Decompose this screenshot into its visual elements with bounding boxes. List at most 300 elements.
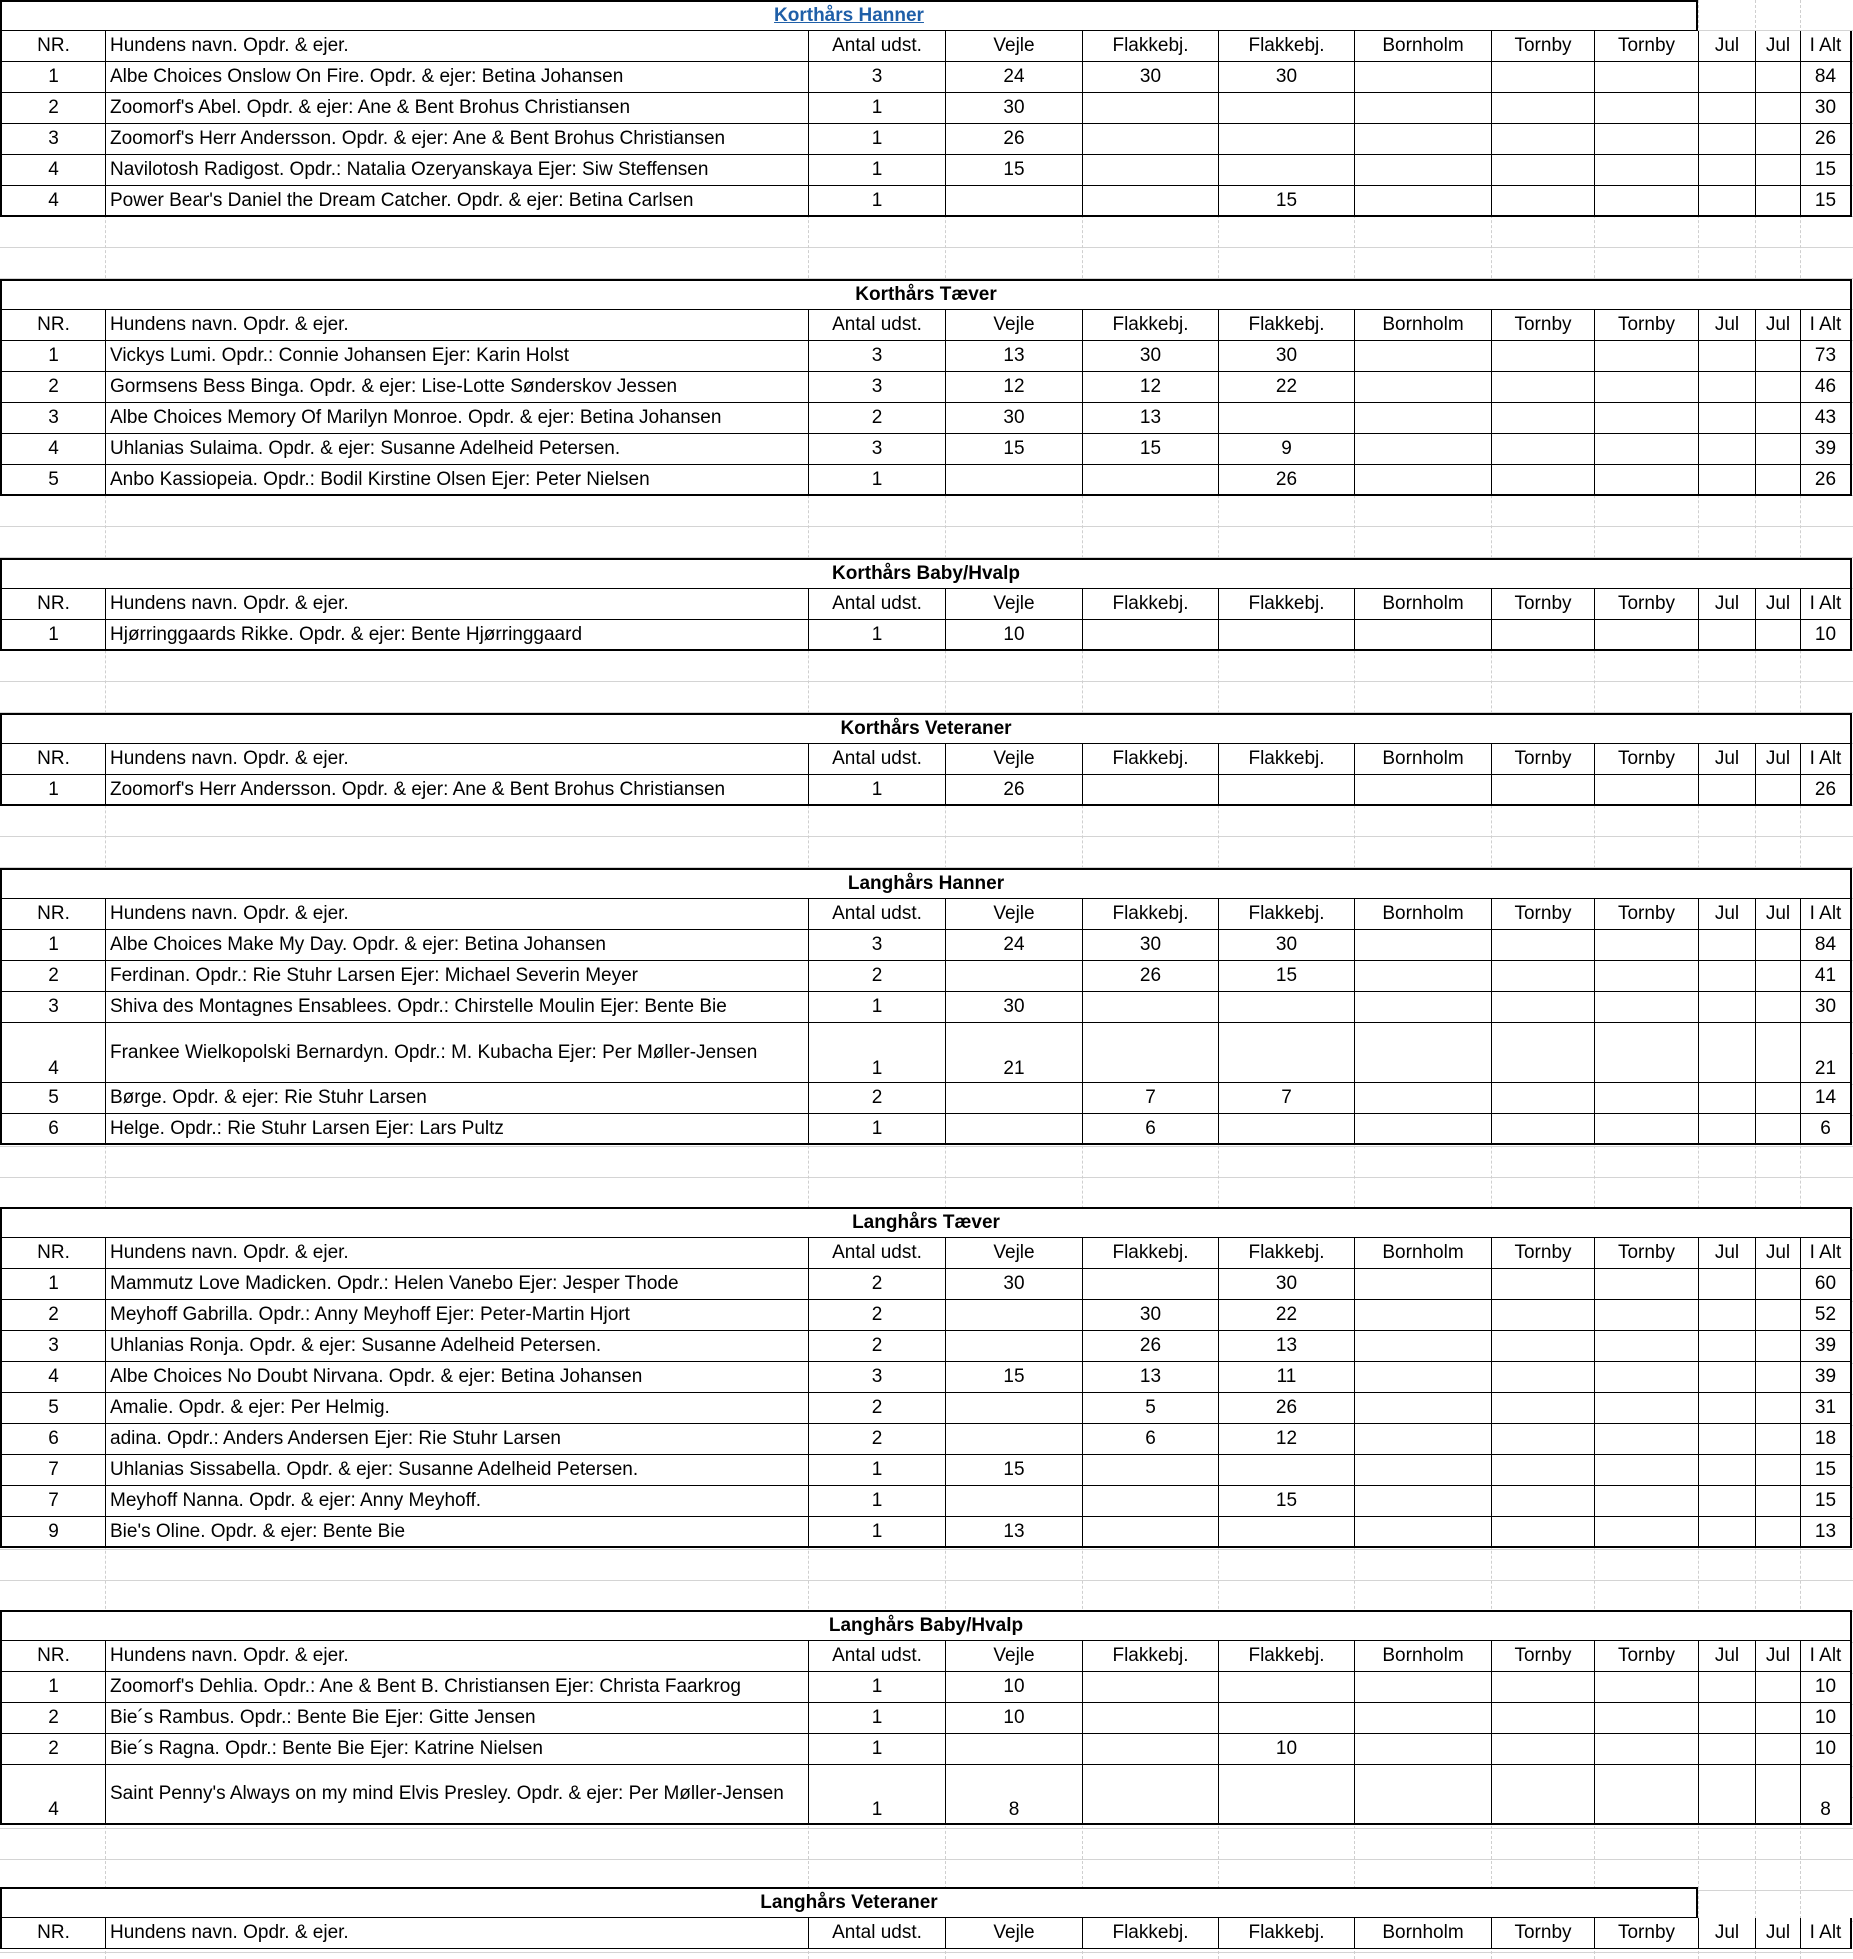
dog-name: Uhlanias Sissabella. Opdr. & ejer: Susanne Adelheid Petersen. bbox=[105, 1455, 808, 1486]
cell-nr: 1 bbox=[0, 930, 105, 961]
section-title: Langhårs Veteraner bbox=[0, 1887, 1698, 1918]
cell-flakkebj-1 bbox=[1082, 155, 1218, 186]
cell-antal-udst: 2 bbox=[808, 1269, 945, 1300]
header-name: Hundens navn. Opdr. & ejer. bbox=[105, 31, 808, 62]
header-tornby-2: Tornby bbox=[1594, 310, 1698, 341]
cell-jul-1 bbox=[1698, 403, 1755, 434]
cell-jul-2 bbox=[1755, 341, 1800, 372]
header-jul-1: Jul bbox=[1698, 899, 1755, 930]
cell-tornby-2 bbox=[1594, 1486, 1698, 1517]
cell-tornby-2 bbox=[1594, 1703, 1698, 1734]
cell-antal-udst: 1 bbox=[808, 465, 945, 496]
cell-flakkebj-2 bbox=[1218, 1455, 1354, 1486]
cell-flakkebj-2: 26 bbox=[1218, 1393, 1354, 1424]
cell-jul-1 bbox=[1698, 992, 1755, 1023]
cell-bornholm bbox=[1354, 372, 1491, 403]
cell-bornholm bbox=[1354, 465, 1491, 496]
cell-tornby-2 bbox=[1594, 620, 1698, 651]
cell-vejle: 15 bbox=[945, 155, 1082, 186]
header-jul-1: Jul bbox=[1698, 744, 1755, 775]
cell-flakkebj-2 bbox=[1218, 1023, 1354, 1083]
cell-i-alt: 18 bbox=[1800, 1424, 1852, 1455]
cell-flakkebj-1: 30 bbox=[1082, 930, 1218, 961]
cell-vejle bbox=[945, 1083, 1082, 1114]
cell-flakkebj-2: 26 bbox=[1218, 465, 1354, 496]
dog-name: Albe Choices No Doubt Nirvana. Opdr. & ejer: Betina Johansen bbox=[105, 1362, 808, 1393]
cell-bornholm bbox=[1354, 1517, 1491, 1548]
cell-bornholm bbox=[1354, 1393, 1491, 1424]
cell-vejle: 10 bbox=[945, 1703, 1082, 1734]
cell-bornholm bbox=[1354, 961, 1491, 992]
header-tornby-2: Tornby bbox=[1594, 744, 1698, 775]
cell-vejle bbox=[945, 961, 1082, 992]
cell-flakkebj-1: 6 bbox=[1082, 1424, 1218, 1455]
cell-flakkebj-2: 12 bbox=[1218, 1424, 1354, 1455]
cell-flakkebj-2: 22 bbox=[1218, 1300, 1354, 1331]
section-title: Korthårs Tæver bbox=[0, 279, 1852, 310]
cell-bornholm bbox=[1354, 1765, 1491, 1825]
header-vejle: Vejle bbox=[945, 589, 1082, 620]
cell-tornby-1 bbox=[1491, 620, 1594, 651]
cell-bornholm bbox=[1354, 93, 1491, 124]
cell-bornholm bbox=[1354, 1734, 1491, 1765]
cell-jul-2 bbox=[1755, 1269, 1800, 1300]
cell-tornby-1 bbox=[1491, 1455, 1594, 1486]
cell-bornholm bbox=[1354, 341, 1491, 372]
cell-jul-2 bbox=[1755, 775, 1800, 806]
header-bornholm: Bornholm bbox=[1354, 310, 1491, 341]
cell-flakkebj-1 bbox=[1082, 1703, 1218, 1734]
cell-i-alt: 14 bbox=[1800, 1083, 1852, 1114]
cell-flakkebj-2 bbox=[1218, 124, 1354, 155]
cell-vejle: 26 bbox=[945, 124, 1082, 155]
cell-jul-1 bbox=[1698, 372, 1755, 403]
header-name: Hundens navn. Opdr. & ejer. bbox=[105, 899, 808, 930]
cell-bornholm bbox=[1354, 62, 1491, 93]
cell-jul-1 bbox=[1698, 434, 1755, 465]
cell-jul-2 bbox=[1755, 992, 1800, 1023]
cell-vejle bbox=[945, 1393, 1082, 1424]
cell-antal-udst: 3 bbox=[808, 62, 945, 93]
cell-jul-2 bbox=[1755, 1362, 1800, 1393]
cell-jul-2 bbox=[1755, 1765, 1800, 1825]
cell-flakkebj-1: 7 bbox=[1082, 1083, 1218, 1114]
cell-tornby-1 bbox=[1491, 930, 1594, 961]
header-tornby-1: Tornby bbox=[1491, 1918, 1594, 1949]
cell-flakkebj-2: 10 bbox=[1218, 1734, 1354, 1765]
cell-flakkebj-1 bbox=[1082, 124, 1218, 155]
header-bornholm: Bornholm bbox=[1354, 31, 1491, 62]
cell-bornholm bbox=[1354, 1703, 1491, 1734]
cell-jul-1 bbox=[1698, 1083, 1755, 1114]
cell-flakkebj-1 bbox=[1082, 1269, 1218, 1300]
cell-nr: 5 bbox=[0, 1393, 105, 1424]
cell-jul-1 bbox=[1698, 1331, 1755, 1362]
cell-jul-1 bbox=[1698, 620, 1755, 651]
header-antal-udst: Antal udst. bbox=[808, 589, 945, 620]
header-bornholm: Bornholm bbox=[1354, 1918, 1491, 1949]
header-tornby-1: Tornby bbox=[1491, 310, 1594, 341]
cell-vejle bbox=[945, 1300, 1082, 1331]
cell-tornby-1 bbox=[1491, 1765, 1594, 1825]
cell-flakkebj-1: 13 bbox=[1082, 403, 1218, 434]
header-flakkebj-2: Flakkebj. bbox=[1218, 310, 1354, 341]
cell-antal-udst: 2 bbox=[808, 1424, 945, 1455]
cell-tornby-2 bbox=[1594, 465, 1698, 496]
cell-tornby-2 bbox=[1594, 1765, 1698, 1825]
header-flakkebj-1: Flakkebj. bbox=[1082, 899, 1218, 930]
cell-bornholm bbox=[1354, 186, 1491, 217]
header-vejle: Vejle bbox=[945, 1641, 1082, 1672]
cell-vejle: 30 bbox=[945, 992, 1082, 1023]
header-flakkebj-2: Flakkebj. bbox=[1218, 744, 1354, 775]
header-flakkebj-1: Flakkebj. bbox=[1082, 31, 1218, 62]
cell-i-alt: 15 bbox=[1800, 1455, 1852, 1486]
header-tornby-2: Tornby bbox=[1594, 1641, 1698, 1672]
header-tornby-2: Tornby bbox=[1594, 31, 1698, 62]
cell-jul-1 bbox=[1698, 1269, 1755, 1300]
dog-name: Gormsens Bess Binga. Opdr. & ejer: Lise-Lotte Sønderskov Jessen bbox=[105, 372, 808, 403]
cell-tornby-2 bbox=[1594, 1672, 1698, 1703]
cell-nr: 5 bbox=[0, 1083, 105, 1114]
header-antal-udst: Antal udst. bbox=[808, 1918, 945, 1949]
cell-bornholm bbox=[1354, 155, 1491, 186]
cell-tornby-2 bbox=[1594, 1023, 1698, 1083]
cell-tornby-2 bbox=[1594, 124, 1698, 155]
cell-i-alt: 8 bbox=[1800, 1765, 1852, 1825]
cell-i-alt: 39 bbox=[1800, 1331, 1852, 1362]
cell-nr: 4 bbox=[0, 1362, 105, 1393]
cell-nr: 2 bbox=[0, 961, 105, 992]
cell-vejle: 24 bbox=[945, 62, 1082, 93]
cell-antal-udst: 1 bbox=[808, 775, 945, 806]
header-tornby-1: Tornby bbox=[1491, 899, 1594, 930]
cell-flakkebj-1: 12 bbox=[1082, 372, 1218, 403]
cell-vejle bbox=[945, 465, 1082, 496]
cell-vejle bbox=[945, 186, 1082, 217]
cell-bornholm bbox=[1354, 1424, 1491, 1455]
cell-antal-udst: 1 bbox=[808, 1672, 945, 1703]
dog-name: Anbo Kassiopeia. Opdr.: Bodil Kirstine Olsen Ejer: Peter Nielsen bbox=[105, 465, 808, 496]
cell-flakkebj-2: 11 bbox=[1218, 1362, 1354, 1393]
cell-jul-2 bbox=[1755, 1083, 1800, 1114]
header-nr: NR. bbox=[0, 589, 105, 620]
cell-nr: 6 bbox=[0, 1114, 105, 1145]
cell-jul-1 bbox=[1698, 1734, 1755, 1765]
dog-name: Power Bear's Daniel the Dream Catcher. Opdr. & ejer: Betina Carlsen bbox=[105, 186, 808, 217]
cell-jul-2 bbox=[1755, 62, 1800, 93]
cell-antal-udst: 1 bbox=[808, 620, 945, 651]
dog-name: Uhlanias Ronja. Opdr. & ejer: Susanne Adelheid Petersen. bbox=[105, 1331, 808, 1362]
header-jul-2: Jul bbox=[1755, 899, 1800, 930]
cell-jul-2 bbox=[1755, 465, 1800, 496]
cell-jul-2 bbox=[1755, 124, 1800, 155]
cell-tornby-2 bbox=[1594, 62, 1698, 93]
cell-tornby-1 bbox=[1491, 775, 1594, 806]
cell-tornby-1 bbox=[1491, 1672, 1594, 1703]
cell-bornholm bbox=[1354, 1269, 1491, 1300]
cell-vejle: 15 bbox=[945, 1455, 1082, 1486]
cell-antal-udst: 1 bbox=[808, 992, 945, 1023]
cell-flakkebj-2: 30 bbox=[1218, 930, 1354, 961]
header-name: Hundens navn. Opdr. & ejer. bbox=[105, 310, 808, 341]
cell-vejle: 8 bbox=[945, 1765, 1082, 1825]
cell-jul-2 bbox=[1755, 1486, 1800, 1517]
cell-flakkebj-1: 5 bbox=[1082, 1393, 1218, 1424]
cell-vejle: 21 bbox=[945, 1023, 1082, 1083]
cell-flakkebj-1 bbox=[1082, 1734, 1218, 1765]
dog-name: Saint Penny's Always on my mind Elvis Presley. Opdr. & ejer: Per Møller-Jensen bbox=[105, 1765, 808, 1825]
cell-jul-1 bbox=[1698, 1393, 1755, 1424]
cell-tornby-1 bbox=[1491, 1331, 1594, 1362]
cell-antal-udst: 1 bbox=[808, 93, 945, 124]
cell-jul-1 bbox=[1698, 1703, 1755, 1734]
cell-nr: 6 bbox=[0, 1424, 105, 1455]
cell-flakkebj-2: 15 bbox=[1218, 186, 1354, 217]
cell-vejle: 13 bbox=[945, 1517, 1082, 1548]
cell-tornby-1 bbox=[1491, 1486, 1594, 1517]
cell-jul-1 bbox=[1698, 155, 1755, 186]
cell-antal-udst: 1 bbox=[808, 1023, 945, 1083]
dog-name: Albe Choices Make My Day. Opdr. & ejer: Betina Johansen bbox=[105, 930, 808, 961]
cell-vejle: 24 bbox=[945, 930, 1082, 961]
header-vejle: Vejle bbox=[945, 1238, 1082, 1269]
cell-bornholm bbox=[1354, 1672, 1491, 1703]
cell-jul-2 bbox=[1755, 1331, 1800, 1362]
header-antal-udst: Antal udst. bbox=[808, 310, 945, 341]
cell-i-alt: 39 bbox=[1800, 1362, 1852, 1393]
cell-tornby-2 bbox=[1594, 1455, 1698, 1486]
cell-tornby-1 bbox=[1491, 1023, 1594, 1083]
cell-jul-2 bbox=[1755, 93, 1800, 124]
cell-flakkebj-1 bbox=[1082, 620, 1218, 651]
cell-tornby-1 bbox=[1491, 1362, 1594, 1393]
cell-jul-2 bbox=[1755, 1300, 1800, 1331]
cell-jul-1 bbox=[1698, 930, 1755, 961]
header-nr: NR. bbox=[0, 899, 105, 930]
cell-nr: 9 bbox=[0, 1517, 105, 1548]
cell-tornby-2 bbox=[1594, 1114, 1698, 1145]
header-i-alt: I Alt bbox=[1800, 31, 1852, 62]
section-title: Korthårs Baby/Hvalp bbox=[0, 558, 1852, 589]
cell-flakkebj-2: 22 bbox=[1218, 372, 1354, 403]
cell-nr: 2 bbox=[0, 93, 105, 124]
cell-i-alt: 10 bbox=[1800, 1672, 1852, 1703]
header-nr: NR. bbox=[0, 1641, 105, 1672]
cell-antal-udst: 1 bbox=[808, 1765, 945, 1825]
cell-jul-1 bbox=[1698, 124, 1755, 155]
cell-jul-2 bbox=[1755, 1393, 1800, 1424]
cell-flakkebj-1 bbox=[1082, 1023, 1218, 1083]
cell-i-alt: 30 bbox=[1800, 93, 1852, 124]
section-title[interactable]: Korthårs Hanner bbox=[0, 0, 1698, 31]
header-flakkebj-1: Flakkebj. bbox=[1082, 310, 1218, 341]
cell-nr: 5 bbox=[0, 465, 105, 496]
header-i-alt: I Alt bbox=[1800, 1641, 1852, 1672]
cell-tornby-1 bbox=[1491, 1114, 1594, 1145]
cell-vejle: 30 bbox=[945, 93, 1082, 124]
header-tornby-1: Tornby bbox=[1491, 744, 1594, 775]
cell-tornby-1 bbox=[1491, 1517, 1594, 1548]
cell-tornby-1 bbox=[1491, 1703, 1594, 1734]
cell-tornby-2 bbox=[1594, 930, 1698, 961]
cell-flakkebj-1: 30 bbox=[1082, 62, 1218, 93]
header-flakkebj-2: Flakkebj. bbox=[1218, 899, 1354, 930]
cell-antal-udst: 3 bbox=[808, 434, 945, 465]
header-jul-1: Jul bbox=[1698, 589, 1755, 620]
header-nr: NR. bbox=[0, 31, 105, 62]
cell-i-alt: 10 bbox=[1800, 1703, 1852, 1734]
cell-bornholm bbox=[1354, 1114, 1491, 1145]
dog-name: Shiva des Montagnes Ensablees. Opdr.: Chirstelle Moulin Ejer: Bente Bie bbox=[105, 992, 808, 1023]
cell-i-alt: 84 bbox=[1800, 930, 1852, 961]
cell-jul-2 bbox=[1755, 372, 1800, 403]
cell-jul-1 bbox=[1698, 1424, 1755, 1455]
cell-antal-udst: 1 bbox=[808, 1703, 945, 1734]
header-flakkebj-1: Flakkebj. bbox=[1082, 744, 1218, 775]
dog-name: adina. Opdr.: Anders Andersen Ejer: Rie Stuhr Larsen bbox=[105, 1424, 808, 1455]
header-i-alt: I Alt bbox=[1800, 589, 1852, 620]
cell-tornby-1 bbox=[1491, 1083, 1594, 1114]
cell-tornby-1 bbox=[1491, 62, 1594, 93]
cell-nr: 4 bbox=[0, 186, 105, 217]
cell-bornholm bbox=[1354, 775, 1491, 806]
cell-nr: 1 bbox=[0, 1269, 105, 1300]
dog-name: Albe Choices Onslow On Fire. Opdr. & ejer: Betina Johansen bbox=[105, 62, 808, 93]
header-jul-2: Jul bbox=[1755, 1238, 1800, 1269]
cell-jul-1 bbox=[1698, 1114, 1755, 1145]
header-flakkebj-2: Flakkebj. bbox=[1218, 589, 1354, 620]
header-vejle: Vejle bbox=[945, 310, 1082, 341]
cell-antal-udst: 3 bbox=[808, 930, 945, 961]
cell-tornby-2 bbox=[1594, 1300, 1698, 1331]
cell-tornby-1 bbox=[1491, 434, 1594, 465]
cell-antal-udst: 2 bbox=[808, 1300, 945, 1331]
header-tornby-1: Tornby bbox=[1491, 589, 1594, 620]
header-flakkebj-1: Flakkebj. bbox=[1082, 1918, 1218, 1949]
dog-name: Børge. Opdr. & ejer: Rie Stuhr Larsen bbox=[105, 1083, 808, 1114]
cell-flakkebj-1 bbox=[1082, 186, 1218, 217]
header-vejle: Vejle bbox=[945, 31, 1082, 62]
cell-flakkebj-2: 30 bbox=[1218, 1269, 1354, 1300]
cell-bornholm bbox=[1354, 1300, 1491, 1331]
cell-jul-1 bbox=[1698, 1023, 1755, 1083]
cell-jul-2 bbox=[1755, 1734, 1800, 1765]
header-vejle: Vejle bbox=[945, 744, 1082, 775]
header-jul-1: Jul bbox=[1698, 1238, 1755, 1269]
cell-flakkebj-2: 30 bbox=[1218, 341, 1354, 372]
cell-flakkebj-2: 15 bbox=[1218, 1486, 1354, 1517]
cell-tornby-2 bbox=[1594, 992, 1698, 1023]
cell-flakkebj-2: 30 bbox=[1218, 62, 1354, 93]
cell-vejle bbox=[945, 1734, 1082, 1765]
cell-tornby-2 bbox=[1594, 961, 1698, 992]
cell-i-alt: 26 bbox=[1800, 465, 1852, 496]
header-name: Hundens navn. Opdr. & ejer. bbox=[105, 744, 808, 775]
cell-jul-2 bbox=[1755, 1455, 1800, 1486]
cell-tornby-1 bbox=[1491, 1734, 1594, 1765]
cell-flakkebj-2: 15 bbox=[1218, 961, 1354, 992]
cell-jul-1 bbox=[1698, 1362, 1755, 1393]
header-tornby-1: Tornby bbox=[1491, 1641, 1594, 1672]
dog-name: Zoomorf's Herr Andersson. Opdr. & ejer: Ane & Bent Brohus Christiansen bbox=[105, 775, 808, 806]
cell-nr: 2 bbox=[0, 1300, 105, 1331]
header-bornholm: Bornholm bbox=[1354, 744, 1491, 775]
cell-jul-2 bbox=[1755, 1114, 1800, 1145]
cell-vejle: 30 bbox=[945, 1269, 1082, 1300]
header-name: Hundens navn. Opdr. & ejer. bbox=[105, 1918, 808, 1949]
cell-jul-1 bbox=[1698, 1486, 1755, 1517]
cell-tornby-1 bbox=[1491, 465, 1594, 496]
dog-name: Frankee Wielkopolski Bernardyn. Opdr.: M. Kubacha Ejer: Per Møller-Jensen bbox=[105, 1023, 808, 1083]
cell-nr: 2 bbox=[0, 1734, 105, 1765]
header-flakkebj-2: Flakkebj. bbox=[1218, 1238, 1354, 1269]
cell-jul-1 bbox=[1698, 93, 1755, 124]
cell-i-alt: 73 bbox=[1800, 341, 1852, 372]
cell-antal-udst: 2 bbox=[808, 403, 945, 434]
header-tornby-2: Tornby bbox=[1594, 589, 1698, 620]
header-i-alt: I Alt bbox=[1800, 1918, 1852, 1949]
cell-jul-2 bbox=[1755, 1023, 1800, 1083]
cell-flakkebj-1: 13 bbox=[1082, 1362, 1218, 1393]
cell-bornholm bbox=[1354, 124, 1491, 155]
cell-bornholm bbox=[1354, 1362, 1491, 1393]
cell-jul-2 bbox=[1755, 930, 1800, 961]
cell-bornholm bbox=[1354, 434, 1491, 465]
header-i-alt: I Alt bbox=[1800, 310, 1852, 341]
cell-flakkebj-1: 6 bbox=[1082, 1114, 1218, 1145]
cell-nr: 1 bbox=[0, 62, 105, 93]
cell-tornby-1 bbox=[1491, 186, 1594, 217]
cell-vejle bbox=[945, 1424, 1082, 1455]
header-flakkebj-2: Flakkebj. bbox=[1218, 1918, 1354, 1949]
cell-flakkebj-2 bbox=[1218, 155, 1354, 186]
cell-flakkebj-2 bbox=[1218, 1114, 1354, 1145]
cell-tornby-2 bbox=[1594, 186, 1698, 217]
cell-flakkebj-1: 30 bbox=[1082, 1300, 1218, 1331]
cell-tornby-2 bbox=[1594, 1517, 1698, 1548]
cell-flakkebj-1 bbox=[1082, 1765, 1218, 1825]
header-name: Hundens navn. Opdr. & ejer. bbox=[105, 1238, 808, 1269]
section-title: Langhårs Hanner bbox=[0, 868, 1852, 899]
header-i-alt: I Alt bbox=[1800, 899, 1852, 930]
header-antal-udst: Antal udst. bbox=[808, 744, 945, 775]
section-title: Korthårs Veteraner bbox=[0, 713, 1852, 744]
dog-name: Bie´s Rambus. Opdr.: Bente Bie Ejer: Gitte Jensen bbox=[105, 1703, 808, 1734]
header-vejle: Vejle bbox=[945, 1918, 1082, 1949]
header-bornholm: Bornholm bbox=[1354, 1238, 1491, 1269]
header-jul-1: Jul bbox=[1698, 310, 1755, 341]
cell-jul-1 bbox=[1698, 62, 1755, 93]
cell-nr: 4 bbox=[0, 434, 105, 465]
cell-jul-2 bbox=[1755, 186, 1800, 217]
cell-i-alt: 26 bbox=[1800, 775, 1852, 806]
cell-jul-2 bbox=[1755, 1703, 1800, 1734]
header-jul-2: Jul bbox=[1755, 310, 1800, 341]
header-antal-udst: Antal udst. bbox=[808, 1641, 945, 1672]
cell-flakkebj-1 bbox=[1082, 1486, 1218, 1517]
cell-tornby-1 bbox=[1491, 93, 1594, 124]
cell-antal-udst: 1 bbox=[808, 155, 945, 186]
cell-antal-udst: 1 bbox=[808, 1455, 945, 1486]
dog-name: Zoomorf's Abel. Opdr. & ejer: Ane & Bent Brohus Christiansen bbox=[105, 93, 808, 124]
cell-jul-1 bbox=[1698, 1455, 1755, 1486]
cell-vejle: 15 bbox=[945, 434, 1082, 465]
header-vejle: Vejle bbox=[945, 899, 1082, 930]
header-i-alt: I Alt bbox=[1800, 1238, 1852, 1269]
cell-antal-udst: 3 bbox=[808, 341, 945, 372]
cell-jul-2 bbox=[1755, 1517, 1800, 1548]
